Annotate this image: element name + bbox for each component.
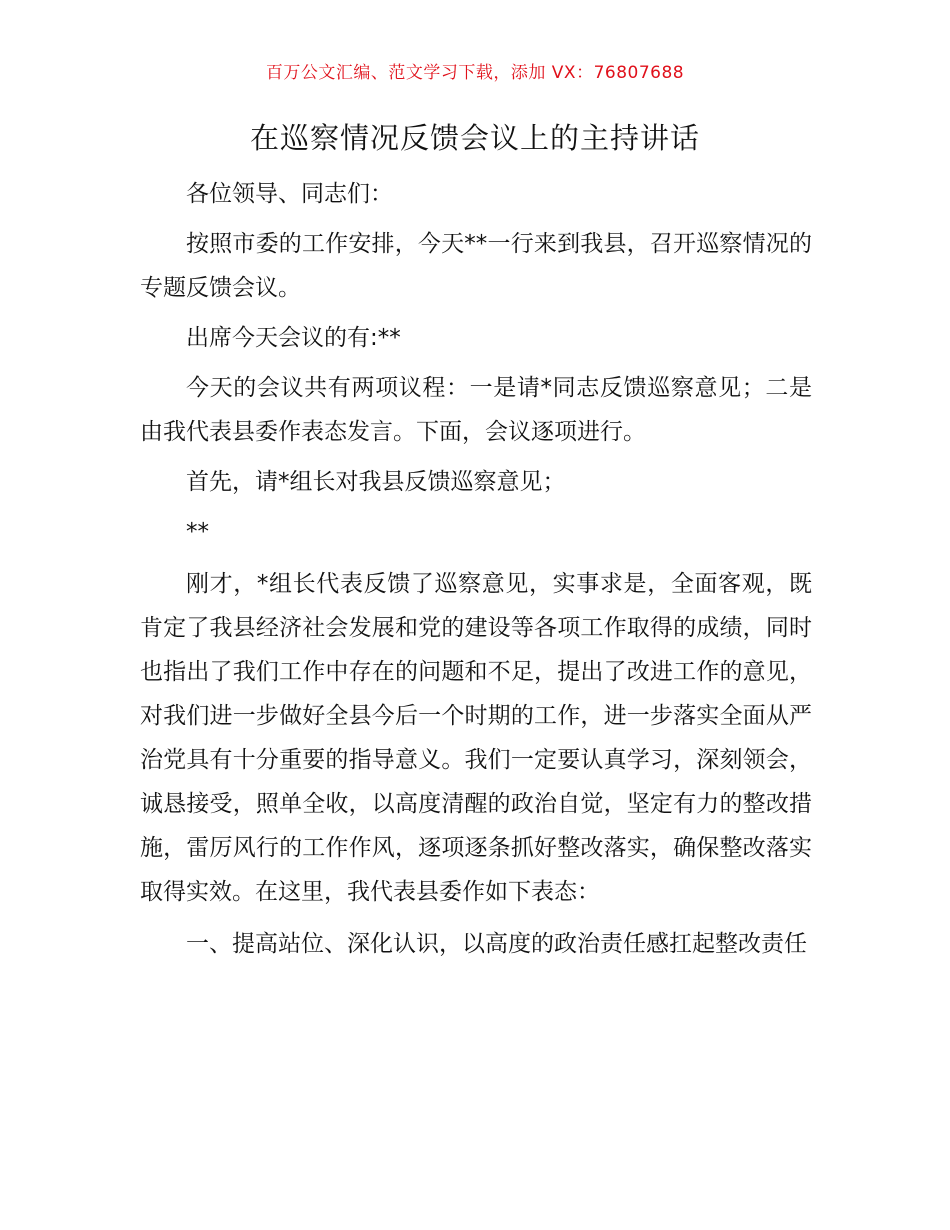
header-banner: 百万公文汇编、范文学习下载，添加 VX：76807688: [265, 63, 685, 83]
body-paragraph: 按照市委的工作安排，今天**一行来到我县，召开巡察情况的专题反馈会议。: [140, 231, 812, 301]
body-paragraph: 刚才，*组长代表反馈了巡察意见，实事求是，全面客观，既肯定了我县经济社会发展和党的建设等各项工作取得的成绩，同时也指出了我们工作中存在的问题和不足，提出了改进工作的意见，对我们进一步做好全县今后一个时期的工作，进一步落实全面从严治党具有十分重要的指导意义。我们一定要认真学习，深刻领会，诚恳接受，照单全收，以高度清醒的政治自觉，坚定有力的整改措施，雷厉风行的工作作风，逐项逐条抓好整改落实，确保整改落实取得实效。在这里，我代表县委作如下表态：: [140, 571, 812, 905]
document-title: 在巡察情况反馈会议上的主持讲话: [249, 121, 700, 155]
body-paragraph: **: [186, 519, 209, 545]
section-heading: 一、提高站位、深化认识，以高度的政治责任感扛起整改责任: [186, 931, 807, 957]
document-body: [140, 172, 812, 972]
salutation-paragraph: 各位领导、同志们：: [186, 181, 393, 207]
body-paragraph: 首先，请*组长对我县反馈巡察意见；: [186, 469, 566, 495]
body-paragraph: 今天的会议共有两项议程：一是请*同志反馈巡察意见；二是由我代表县委作表态发言。下面，会议逐项进行。: [140, 375, 812, 445]
body-paragraph: 出席今天会议的有:**: [186, 325, 401, 351]
